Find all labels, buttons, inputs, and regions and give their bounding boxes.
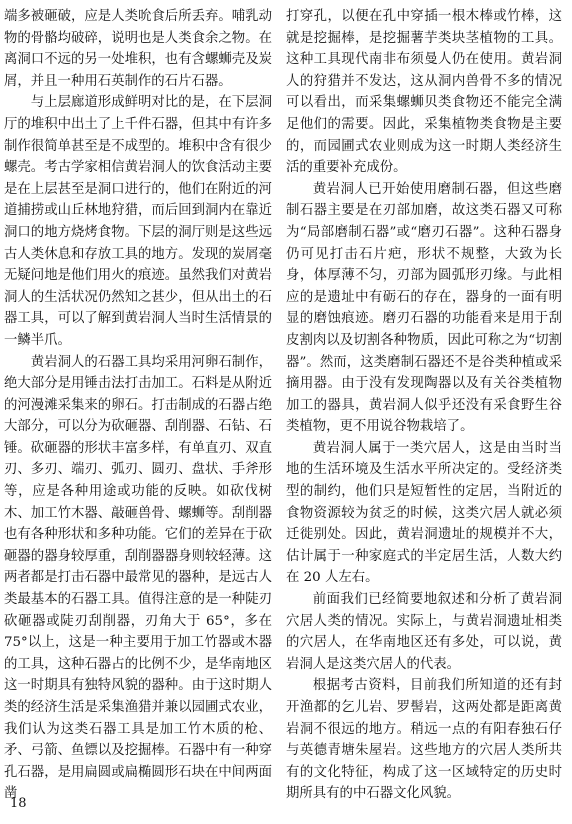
paragraph: 黄岩洞人已开始使用磨制石器，但这些磨制石器主要是在刃部加磨，故这类石器又可称为“局部磨制石器”或“磨刃石器”。这种石器身仍可见打击石片疤，形状不规整，大致为长身，体厚薄不匀，刃部为圆弧形刃缘。与此相应的是遗址中有砺石的存在，器身的一面有明显的磨蚀痕迹。磨刃石器的功能看来是用于刮皮割肉以及切割各种物质，因此可称之为“切割器”。然而，这类磨制石器还不是谷类种植或采摘用器。由于没有发现陶器以及有关谷类植物加工的器具，黄岩洞人似乎还没有采食野生谷类植物，更不用说谷物栽培了。 [286,181,562,435]
page-number: 18 [10,796,27,811]
paragraph: 打穿孔，以便在孔中穿插一根木棒或竹棒，这就是挖掘棒，是挖掘薯芋类块茎植物的工具。这种工具现代南非布须曼人仍在使用。黄岩洞人的狩猎并不发达，这从洞内兽骨不多的情况可以看出，而采集螺蛳贝类食物还不能完全满足他们的需要。因此，采集植物类食物是主要的，而园圃式农业则成为这一时期人类经济生活的重要补充成份。 [286,9,562,176]
paragraph: 根据考古资料，目前我们所知道的还有封开渔都的乞儿岩、罗髻岩，这两处都是距离黄岩洞不很远的地方。稍远一点的有阳春独石仔与英德青塘朱屋岩。这些地方的穴居人类所共有的文化特征，构成了这一区域特定的历史时期所具有的中石器文化风貌。 [286,678,562,802]
paragraph: 前面我们已经简要地叙述和分析了黄岩洞穴居人类的情况。实际上，与黄岩洞遗址相类的穴居人，在华南地区还有多处，可以说，黄岩洞人是这类穴居人的代表。 [286,592,562,672]
paragraph: 黄岩洞人属于一类穴居人，这是由当时当地的生活环境及生活水平所决定的。受经济类型的制约，他们只是短暂性的定居，当附近的食物资源较为贫乏的时候，这类穴居人就必须迁徙别处。因此，黄岩洞遗址的规模并不大，估计属于一种家庭式的半定居生活，人数大约在 20 人左右。 [286,440,562,586]
right-column [286,6,562,805]
paragraph: 端多被砸破，应是人类吮食后所丢弃。哺乳动物的骨骼均破碎，说明也是人类食余之物。在离洞口不远的另一处堆积，也有含螺蛳壳及炭屑，并且一种用石英制作的石片石器。 [4,9,272,89]
paragraph: 与上层廊道形成鲜明对比的是，在下层洞厅的堆积中出土了上千件石器，但其中有许多制作很简单甚至是不成型的。堆积中含有很少螺壳。考古学家相信黄岩洞人的饮食活动主要是在上层甚至是洞口进行的，他们在附近的河道捕捞或山丘林地狩猎，而后回到洞内在靠近洞口的地方烧烤食物。下层的洞厅则是这些远古人类休息和存放工具的地方。发现的炭屑毫无疑问地是他们用火的痕迹。虽然我们对黄岩洞人的生活状况仍然知之甚少，但从出土的石器工具，可以了解到黄岩洞人当时生活情景的一鳞半爪。 [4,95,272,348]
paragraph: 黄岩洞人的石器工具均采用河卵石制作，绝大部分是用锤击法打击加工。石料是从附近的河漫滩采集来的卵石。打击制成的石器占绝大部分，可以分为砍砸器、刮削器、石钻、石锤。砍砸器的形状丰富多样，有单直刃、双直刃、多刃、端刃、弧刃、圆刃、盘状、手斧形等，应是各种用途或功能的反映。如砍伐树木、加工竹木器、敲砸兽骨、螺蛳等。刮削器也有各种形状和多种功能。它们的差异在于砍砸器的器身较厚重，刮削器器身则较轻薄。这两者都是打击石器中最常见的器种，是远古人类最基本的石器工具。值得注意的是一种陡刃砍砸器或陡刃刮削器，刃角大于 65°，多在 75°以上，这是一种主要用于加工竹器或木器的工具，这种石器占的比例不少，是华南地区这一时期具有独特风貌的器种。由于这时期人类的经济生活是采集渔猎并兼以园圃式农业，我们认为这类石器工具是加工竹木质的枪、矛、弓箭、鱼镖以及挖掘棒。石器中有一种穿孔石器，是用扁圆或扁椭圆形石块在中间两面凿 [4,354,272,802]
left-column [4,6,272,805]
